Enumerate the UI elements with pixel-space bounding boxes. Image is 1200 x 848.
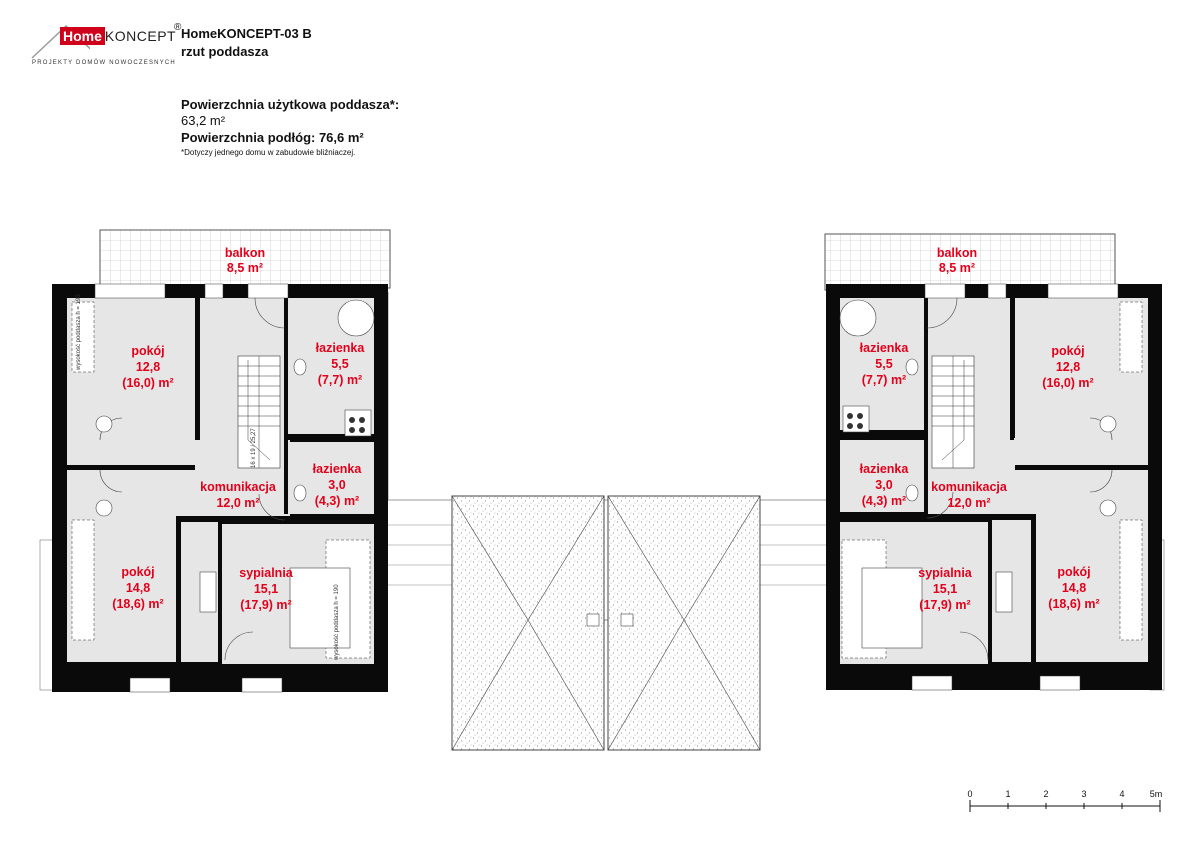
unit-right: [825, 234, 1164, 690]
bathtub-right: [840, 300, 876, 336]
area-sypialnia-left: 15,1: [253, 582, 279, 596]
label-pokoj-2-left: pokój: [121, 565, 155, 579]
usable-area-label: Powierzchnia użytkowa poddasza*:: [181, 97, 400, 112]
label-lazienka-2-left: łazienka: [312, 462, 362, 476]
balcony-door-right-2: [1048, 284, 1118, 298]
floor-lazienka-2-right: (4,3) m²: [861, 494, 907, 508]
label-lazienka-1-left: łazienka: [315, 341, 365, 355]
attic-height-note-left-1: wysokość poddasza h = 190: [76, 294, 82, 370]
scale-tick-4: 4: [1119, 789, 1125, 799]
area-lazienka-2-left: 3,0: [328, 478, 346, 492]
label-pokoj-1-left: pokój: [131, 344, 165, 358]
label-komunikacja-left: komunikacja: [200, 480, 276, 494]
roof-window-right-1: [1120, 302, 1142, 372]
bed-right: [862, 568, 922, 648]
area-komunikacja-right: 12,0 m²: [947, 496, 991, 510]
floor-pokoj-2-right: (18,6) m²: [1048, 597, 1100, 611]
window-left-1: [205, 284, 223, 298]
area-komunikacja-left: 12,0 m²: [216, 496, 260, 510]
area-sypialnia-right: 15,1: [932, 582, 958, 596]
label-komunikacja-right: komunikacja: [931, 480, 1007, 494]
label-balkon-right: balkon: [936, 246, 978, 260]
label-pokoj-1-right: pokój: [1051, 344, 1085, 358]
area-lazienka-1-right: 5,5: [875, 357, 893, 371]
bed-left: [290, 568, 350, 648]
balcony-door-left: [248, 284, 288, 298]
scale-tick-5: 5m: [1149, 789, 1163, 799]
area-lazienka-1-left: 5,5: [331, 357, 349, 371]
floor-lazienka-1-right: (7,7) m²: [861, 373, 907, 387]
area-balkon-right: 8,5 m²: [938, 261, 976, 275]
balcony-door-right: [925, 284, 965, 298]
label-sypialnia-right: sypialnia: [918, 566, 972, 580]
floor-pokoj-2-left: (18,6) m²: [112, 597, 164, 611]
window-right-4: [1040, 676, 1080, 690]
logo-tagline: PROJEKTY DOMÓW NOWOCZESNYCH: [32, 60, 176, 66]
attic-height-note-left-2: wysokość poddasza h = 190: [334, 584, 340, 660]
scale-tick-0: 0: [967, 789, 973, 799]
floor-sypialnia-left: (17,9) m²: [240, 598, 292, 612]
floor-lazienka-2-left: (4,3) m²: [314, 494, 360, 508]
staircase-left: [238, 356, 280, 468]
label-lazienka-2-right: łazienka: [859, 462, 909, 476]
plan-subtitle: rzut poddasza: [181, 44, 269, 59]
stairs-note-left: 16 x 19 / 25,27: [251, 428, 257, 468]
label-balkon-left: balkon: [224, 246, 266, 260]
window-left-4: [242, 678, 282, 692]
roof-window-left-2: [72, 520, 94, 640]
floor-area: Powierzchnia podłóg: 76,6 m²: [181, 130, 364, 145]
usable-area-value: 63,2 m²: [181, 113, 226, 128]
area-balkon-left: 8,5 m²: [226, 261, 264, 275]
floor-pokoj-1-right: (16,0) m²: [1042, 376, 1094, 390]
area-lazienka-2-right: 3,0: [875, 478, 893, 492]
unit-left: [40, 230, 390, 692]
label-lazienka-1-right: łazienka: [859, 341, 909, 355]
floor-sypialnia-right: (17,9) m²: [919, 598, 971, 612]
scale-tick-2: 2: [1043, 789, 1049, 799]
project-title: HomeKONCEPT-03 B: [181, 26, 312, 41]
scale-tick-1: 1: [1005, 789, 1011, 799]
label-pokoj-2-right: pokój: [1057, 565, 1091, 579]
floor-pokoj-1-left: (16,0) m²: [122, 376, 174, 390]
floor-lazienka-1-left: (7,7) m²: [317, 373, 363, 387]
window-right-3: [912, 676, 952, 690]
logo-registered-mark: ®: [174, 22, 182, 33]
garage-roof: [452, 496, 760, 750]
area-pokoj-2-left: 14,8: [125, 581, 151, 595]
bathtub-left: [338, 300, 374, 336]
window-right-1: [988, 284, 1006, 298]
area-pokoj-2-right: 14,8: [1061, 581, 1087, 595]
logo-koncept: KONCEPT: [104, 28, 177, 44]
scale-tick-3: 3: [1081, 789, 1087, 799]
staircase-right: [932, 356, 974, 468]
logo-home: Home: [60, 27, 105, 45]
roof-window-right-2: [1120, 520, 1142, 640]
scale-bar: [967, 789, 1162, 812]
balcony-door-left-2: [95, 284, 165, 298]
area-pokoj-1-left: 12,8: [135, 360, 161, 374]
label-sypialnia-left: sypialnia: [239, 566, 293, 580]
footnote: *Dotyczy jednego domu w zabudowie bliźniaczej.: [181, 148, 356, 157]
area-pokoj-1-right: 12,8: [1055, 360, 1081, 374]
window-left-3: [130, 678, 170, 692]
